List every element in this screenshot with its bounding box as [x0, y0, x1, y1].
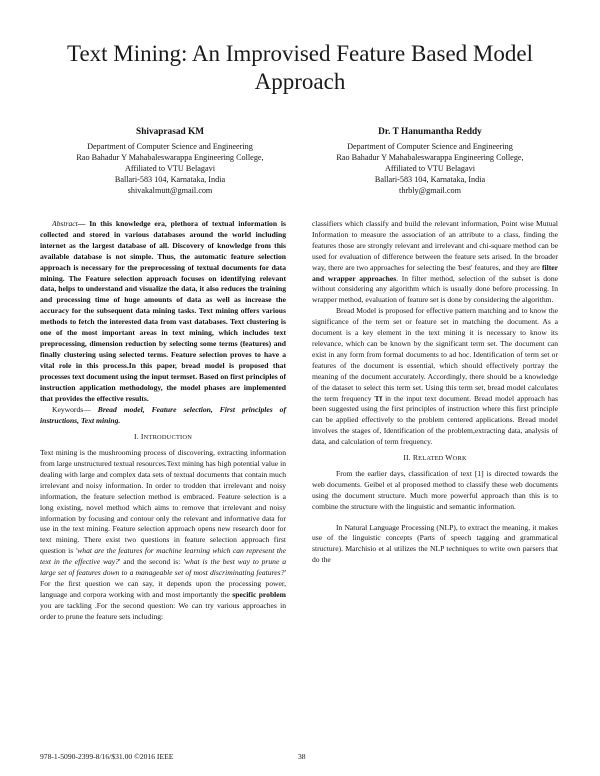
section-heading-related-work: II. RELATED WORK [403, 453, 467, 463]
author-college: Rao Bahadur Y Mahabaleswarappa Engineering College, [336, 153, 524, 162]
abstract-label: Abstract [52, 219, 78, 228]
keywords-label: Keywords— [52, 405, 91, 415]
author-email: shivakalmutt@gmail.com [127, 186, 213, 195]
author-address: Ballari-583 104, Karnataka, India [114, 175, 226, 184]
abstract [40, 219, 286, 404]
abstract-text: In this knowledge era, plethora of textual information is collected and stored in various databases around the world including internet as the largest database of all. Discovery of knowledge from this available database is not simple. Thus, the automatic feature selection approach is necessary for the preprocessing of textual documents for data mining. The Feature selection approach focuses on identifying relevant data, helps to understand and visualize the data, it also reduces the training and processing time of huge amounts of data as well as increase the accuracy for the subsequent data mining tasks. Text mining offers various methods to fetch the interested data from vast databases. Text clustering is one of the most important areas in text mining, which includes text preprocessing, dimension reduction by selecting some terms (features) and finally clustering using selected terms. Feature selection proves to have a vital role in this process.In this paper, bread model is proposed that processes text document using the input termset. Based on first principles of instruction application methodology, the model phases are implemented that provides the effective results. [40, 219, 286, 403]
left-column [40, 219, 286, 623]
author-affiliation: Affiliated to VTU Belagavi [385, 164, 475, 173]
body-paragraph: classifiers which classify and build the relevant information, Point wise Mutual Information to measure the association of an attribute to a class, finding the features those are strongly relevant and irrelevant and chi-square method can be used for evaluation of difference between the feature sets arised. In the broader way, there are two approaches for selecting the 'best' features, and they are filter and wrapper approaches. In filter method, selection of the subset is done without considering any algorithm which is usually done before processing. In wrapper method, evaluation of feature set is done by considering the algorithm. [312, 219, 559, 305]
author-dept: Department of Computer Science and Engineering [347, 142, 513, 151]
introduction-paragraph: Text mining is the mushrooming process of discovering, extracting information from large unstructured textual resources.Text mining has high potential value in dealing with large and complex data sets of textual documents that contain much irrelevant and noisy information. In order to trodden that irrelevant and noisy information, the feature selection method is embraced. Feature selection is a long existing, novel method which aims to remove that irrelevant and noisy information by focusing and contour only the relevant and informative data for use in the text mining. Feature selection approach opens new research door for text mining. There exist two questions in feature selection approach first question is 'what are the features for machine learning which can represent the text in the effective way?' and the second is: 'what is the best way to prune a large set of features down to a manageable set of most discriminating features?' For the first question we can say, it depends upon the processing power, language and corpora working with and most importantly the specific problem you are tackling .For the second question: We can try various approaches in order to prune the feature sets including: [40, 448, 287, 621]
related-work-paragraph: In Natural Language Processing (NLP), to extract the meaning, it makes use of the linguistic concepts (Parts of speech tagging and grammatical structure). Marchisio et al utilizes the NLP techniques to write own parsers that do the [312, 522, 558, 565]
page-number: 38 [298, 752, 306, 761]
keywords-text: Bread model, Feature selection, First principles of instructions, Text mining. [40, 405, 286, 426]
author-block-1 [40, 127, 300, 196]
author-name: Dr. T Hanumantha Reddy [378, 127, 482, 137]
related-work-paragraph: From the earlier days, classification of text [1] is directed towards the web documents. Geibel et al proposed method to classify these web documents using the document structure. Much more powerful approach than this is to combine the structure with the linguistic and semantic information. [312, 468, 558, 511]
author-affiliation: Affiliated to VTU Belagavi [125, 164, 215, 173]
keywords [40, 405, 286, 427]
copyright-footer: 978-1-5090-2399-8/16/$31.00 ©2016 IEEE [40, 752, 174, 761]
section-heading-introduction: I. INTRODUCTION [133, 432, 193, 442]
paper-title: Text Mining: An Improvised Feature Based Model Approach [67, 41, 533, 94]
author-college: Rao Bahadur Y Mahabaleswarappa Engineering College, [76, 153, 264, 162]
right-column [312, 219, 558, 566]
author-name: Shivaprasad KM [136, 127, 204, 137]
author-address: Ballari-583 104, Karnataka, India [374, 175, 486, 184]
author-dept: Department of Computer Science and Engineering [87, 142, 253, 151]
author-email: thrbly@gmail.com [399, 186, 461, 195]
author-block-2 [300, 127, 560, 196]
body-paragraph: Bread Model is proposed for effective pattern matching and to know the significance of the term set or feature set in matching the document. As a document is a key element in the text mining it is necessary to know its relevance, which can be known by the significant term set. The document can exist in any form from formal documents to ad hoc. Identification of term set or features of the document is essential, which should effectively portray the meaning of the document accurately. Accordingly, there should be a knowledge of the dataset to select this term set. Using this term set, bread model calculates the term frequency Tf in the input text document. Bread model approach has been suggested using the first principles of instruction where this first principle can be applied effectively to the problem centered applications. Bread model involves the stages of, Identification of the problem,extracting data, analysis of data, and calculation of term frequency. [312, 306, 558, 447]
abstract-dash: — [77, 219, 90, 228]
